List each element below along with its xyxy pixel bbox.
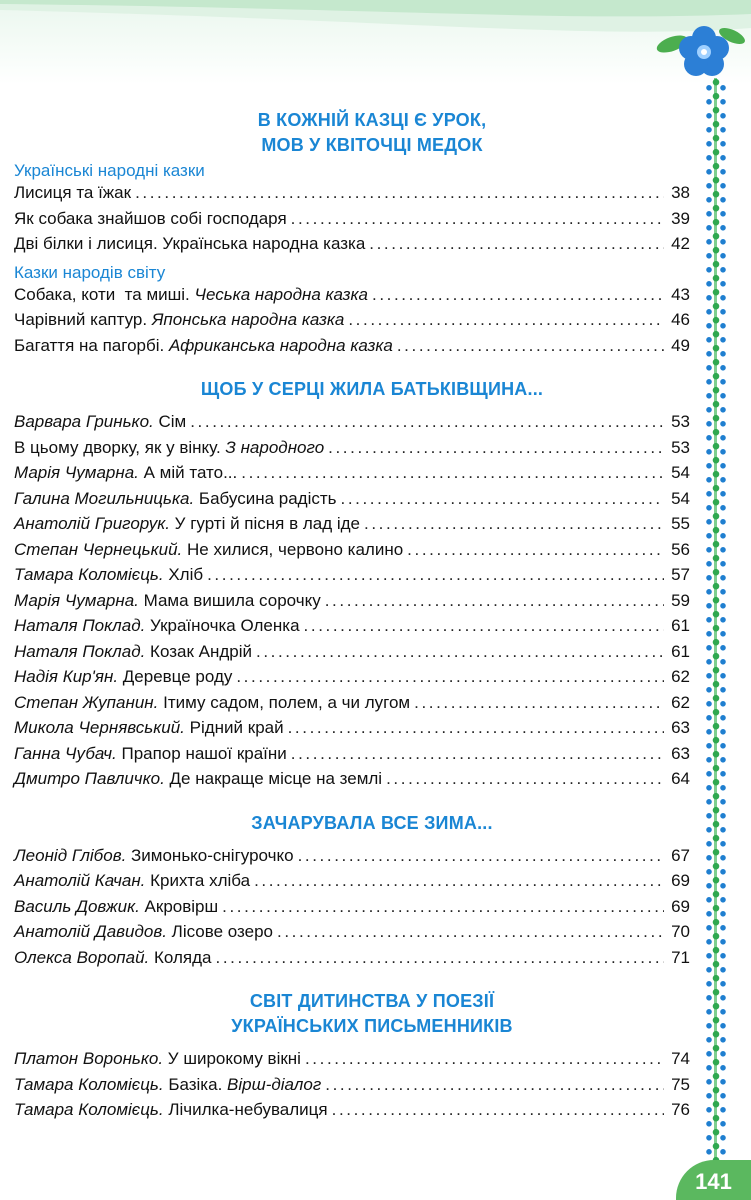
entry-title: Козак Андрій xyxy=(145,641,253,661)
table-of-contents xyxy=(14,108,690,1126)
entry-text xyxy=(14,1075,321,1095)
entry-author: Тамара Коломієць. xyxy=(14,1100,164,1119)
embroidery-border xyxy=(702,78,730,1163)
entry-title: Базіка. xyxy=(163,1074,228,1094)
entry-page-number: 39 xyxy=(671,208,690,228)
entry-page-number: 75 xyxy=(671,1074,690,1094)
entry-text xyxy=(14,183,131,203)
entry-text xyxy=(14,463,237,483)
toc-entry[interactable] xyxy=(14,718,690,744)
toc-entry[interactable] xyxy=(14,769,690,795)
entry-text xyxy=(14,565,203,585)
entry-title: У гурті й пісня в лад іде xyxy=(169,514,361,533)
toc-entry[interactable] xyxy=(14,514,690,540)
entry-title: Лисиця та їжак xyxy=(14,183,132,202)
dot-leader xyxy=(222,897,664,917)
dot-leader xyxy=(325,1075,664,1095)
entry-author: Марія Чумарна. xyxy=(14,463,139,482)
entry-title: Де накраще місце на землі xyxy=(164,769,383,788)
toc-entry[interactable] xyxy=(14,438,690,464)
entry-author: Микола Чернявський. xyxy=(14,718,185,737)
dot-leader xyxy=(332,1100,664,1120)
entry-author: Тамара Коломієць. xyxy=(14,565,164,584)
entry-page-number: 71 xyxy=(671,947,690,967)
group-subtitle: Казки народів світу xyxy=(14,262,166,282)
entry-text xyxy=(14,540,403,560)
entry-text xyxy=(14,948,212,968)
toc-entry[interactable] xyxy=(14,489,690,515)
dot-leader xyxy=(328,438,664,458)
toc-entry[interactable] xyxy=(14,948,690,974)
title-gap xyxy=(14,1039,690,1049)
entry-title: Не хилися, червоно калино xyxy=(182,539,404,559)
entry-author: Варвара Гринько. xyxy=(14,412,154,431)
toc-entry[interactable] xyxy=(14,285,690,311)
toc-entry[interactable] xyxy=(14,744,690,770)
toc-entry[interactable] xyxy=(14,1049,690,1075)
section-title: УКРАЇНСЬКИХ ПИСЬМЕННИКІВ xyxy=(231,1016,513,1036)
entry-text xyxy=(14,693,410,713)
entry-title: Як собака знайшов собі господаря xyxy=(14,208,287,228)
entry-text xyxy=(14,209,287,229)
toc-entry[interactable] xyxy=(14,871,690,897)
entry-text xyxy=(14,744,287,764)
entry-page-number: 62 xyxy=(671,667,690,686)
dot-leader xyxy=(364,514,664,534)
entry-title: Мама вишила сорочку xyxy=(138,590,321,610)
entry-text xyxy=(14,846,294,866)
dot-leader xyxy=(397,336,664,356)
entry-page-number: 54 xyxy=(671,488,690,508)
entry-title: Багаття на пагорбі. xyxy=(14,335,169,355)
entry-author: Наталя Поклад. xyxy=(14,641,146,661)
toc-entry[interactable] xyxy=(14,183,690,209)
entry-page-number: 67 xyxy=(671,845,690,865)
group-subtitle: Українські народні казки xyxy=(14,161,205,180)
page-number-tab xyxy=(676,1160,751,1200)
entry-author: Василь Довжик. xyxy=(14,896,140,916)
entry-page-number: 69 xyxy=(671,871,690,890)
entry-text xyxy=(14,642,252,662)
dot-leader xyxy=(216,948,665,968)
entry-title: Акровірш xyxy=(139,896,219,916)
entry-page-number: 63 xyxy=(671,743,690,763)
section-gap xyxy=(14,361,690,377)
dot-leader xyxy=(288,718,664,738)
entry-page-number: 43 xyxy=(671,284,690,304)
entry-title: Лісове озеро xyxy=(166,922,274,941)
toc-entry[interactable] xyxy=(14,693,690,719)
entry-text xyxy=(14,310,344,330)
entry-text xyxy=(14,489,337,509)
dot-leader xyxy=(386,769,664,789)
dot-leader xyxy=(369,234,664,254)
entry-title: А мій тато... xyxy=(138,463,238,482)
toc-entry[interactable] xyxy=(14,463,690,489)
entry-author: Леонід Глібов. xyxy=(14,845,127,865)
entry-page-number: 76 xyxy=(671,1100,690,1119)
dot-leader xyxy=(254,871,664,891)
entry-title: Україночка Оленка xyxy=(145,616,300,635)
dot-leader xyxy=(348,310,664,330)
entry-author: Марія Чумарна. xyxy=(14,590,139,610)
dot-leader xyxy=(236,667,664,687)
dot-leader xyxy=(325,591,664,611)
entry-author: Анатолій Григорук. xyxy=(14,514,170,533)
toc-entry[interactable] xyxy=(14,591,690,617)
dot-leader xyxy=(341,489,664,509)
entry-page-number: 59 xyxy=(671,590,690,610)
toc-entry[interactable] xyxy=(14,234,690,260)
entry-text xyxy=(14,769,382,789)
entry-title: У широкому вікні xyxy=(163,1049,301,1068)
entry-text xyxy=(14,616,300,636)
section-title: СВІТ ДИТИНСТВА У ПОЕЗІЇ xyxy=(249,991,495,1011)
entry-title: В цьому дворку, як у вінку. xyxy=(14,437,226,457)
entry-author: Наталя Поклад. xyxy=(14,616,146,635)
toc-entry[interactable] xyxy=(14,540,690,566)
entry-title: Собака, коти та миші. xyxy=(14,284,195,304)
entry-text xyxy=(14,718,284,738)
section-title: В КОЖНІЙ КАЗЦІ Є УРОК, xyxy=(257,110,487,130)
dot-leader xyxy=(190,412,664,432)
toc-entry[interactable] xyxy=(14,310,690,336)
toc-entry[interactable] xyxy=(14,209,690,235)
toc-entry[interactable] xyxy=(14,412,690,438)
section-title: ЗАЧАРУВАЛА ВСЕ ЗИМА... xyxy=(251,812,493,833)
dot-leader xyxy=(135,183,664,203)
entry-title: Деревце роду xyxy=(118,667,233,686)
dot-leader xyxy=(298,846,664,866)
toc-entry[interactable] xyxy=(14,897,690,923)
entry-page-number: 53 xyxy=(671,412,690,431)
dot-leader xyxy=(414,693,664,713)
entry-author: Платон Воронько. xyxy=(14,1049,164,1068)
entry-page-number: 69 xyxy=(671,896,690,916)
entry-page-number: 56 xyxy=(671,539,690,559)
dot-leader xyxy=(305,1049,664,1069)
entry-text xyxy=(14,1100,328,1120)
entry-note: Африканська народна казка xyxy=(168,335,393,355)
dot-leader xyxy=(372,285,664,305)
toc-entry[interactable] xyxy=(14,922,690,948)
entry-author: Галина Могильницька. xyxy=(14,488,195,508)
title-gap xyxy=(14,836,690,846)
toc-entry[interactable] xyxy=(14,846,690,872)
entry-page-number: 62 xyxy=(671,692,690,712)
entry-text xyxy=(14,234,365,254)
page-number: 141 xyxy=(695,1169,732,1194)
section-title: ЩОБ У СЕРЦІ ЖИЛА БАТЬКІВЩИНА... xyxy=(200,379,544,399)
entry-page-number: 57 xyxy=(671,565,690,584)
entry-note: Чеська народна казка xyxy=(194,284,369,304)
toc-entry[interactable] xyxy=(14,667,690,693)
toc-entry[interactable] xyxy=(14,1100,690,1126)
entry-author: Степан Чернецький. xyxy=(14,539,183,559)
toc-entry[interactable] xyxy=(14,565,690,591)
toc-entry[interactable] xyxy=(14,1075,690,1101)
toc-entry[interactable] xyxy=(14,616,690,642)
entry-text xyxy=(14,438,324,458)
entry-title: Хліб xyxy=(163,565,204,584)
entry-text xyxy=(14,514,360,534)
entry-page-number: 70 xyxy=(671,922,690,941)
entry-text xyxy=(14,591,321,611)
entry-text xyxy=(14,412,186,432)
dot-leader xyxy=(207,565,664,585)
entry-page-number: 55 xyxy=(671,514,690,533)
entry-note: Вірш-діалог xyxy=(227,1074,322,1094)
blue-flower-icon xyxy=(652,14,747,84)
entry-title: Ітиму садом, полем, а чи лугом xyxy=(158,692,411,712)
entry-text xyxy=(14,897,218,917)
entry-author: Тамара Коломієць. xyxy=(14,1074,164,1094)
green-swoosh-decor xyxy=(0,0,751,90)
dot-leader xyxy=(291,744,664,764)
entry-author: Дмитро Павличко. xyxy=(14,769,165,788)
section-gap xyxy=(14,973,690,989)
entry-page-number: 42 xyxy=(671,234,690,253)
entry-page-number: 54 xyxy=(671,463,690,482)
entry-page-number: 61 xyxy=(671,616,690,635)
entry-page-number: 63 xyxy=(671,718,690,737)
entry-page-number: 64 xyxy=(671,769,690,788)
dot-leader xyxy=(241,463,664,483)
entry-text xyxy=(14,922,273,942)
entry-title: Лічилка-небувалиця xyxy=(163,1100,328,1119)
entry-title: Коляда xyxy=(149,947,212,967)
entry-author: Надія Кир'ян. xyxy=(14,667,119,686)
dot-leader xyxy=(304,616,664,636)
entry-author: Олекса Воропай. xyxy=(14,947,150,967)
dot-leader xyxy=(277,922,664,942)
entry-note: З народного xyxy=(225,437,325,457)
entry-page-number: 74 xyxy=(671,1049,690,1068)
entry-text xyxy=(14,336,393,356)
entry-page-number: 61 xyxy=(671,641,690,661)
entry-page-number: 49 xyxy=(671,335,690,355)
entry-author: Анатолій Давидов. xyxy=(14,922,167,941)
entry-text xyxy=(14,1049,301,1069)
dot-leader xyxy=(256,642,664,662)
entry-title: Крихта хліба xyxy=(145,871,251,890)
section-title: МОВ У КВІТОЧЦІ МЕДОК xyxy=(261,135,483,155)
entry-author: Степан Жупанин. xyxy=(14,692,159,712)
entry-text xyxy=(14,667,232,687)
dot-leader xyxy=(291,209,664,229)
entry-author: Ганна Чубач. xyxy=(14,743,117,763)
entry-page-number: 53 xyxy=(671,437,690,457)
entry-page-number: 46 xyxy=(671,310,690,329)
entry-title: Сім xyxy=(153,412,187,431)
entry-title: Рідний край xyxy=(184,718,284,737)
entry-text xyxy=(14,285,368,305)
entry-note: Японська народна казка xyxy=(151,310,345,329)
entry-page-number: 38 xyxy=(671,183,690,202)
entry-text xyxy=(14,871,250,891)
dot-leader xyxy=(407,540,664,560)
entry-title: Дві білки і лисиця. Українська народна казка xyxy=(14,234,366,253)
entry-title: Чарівний каптур. xyxy=(14,310,152,329)
toc-entry[interactable] xyxy=(14,336,690,362)
title-gap xyxy=(14,402,690,412)
entry-title: Бабусина радість xyxy=(194,488,337,508)
entry-title: Зимонько-снігурочко xyxy=(126,845,294,865)
toc-entry[interactable] xyxy=(14,642,690,668)
entry-title: Прапор нашої країни xyxy=(116,743,287,763)
entry-author: Анатолій Качан. xyxy=(14,871,146,890)
section-gap xyxy=(14,795,690,811)
